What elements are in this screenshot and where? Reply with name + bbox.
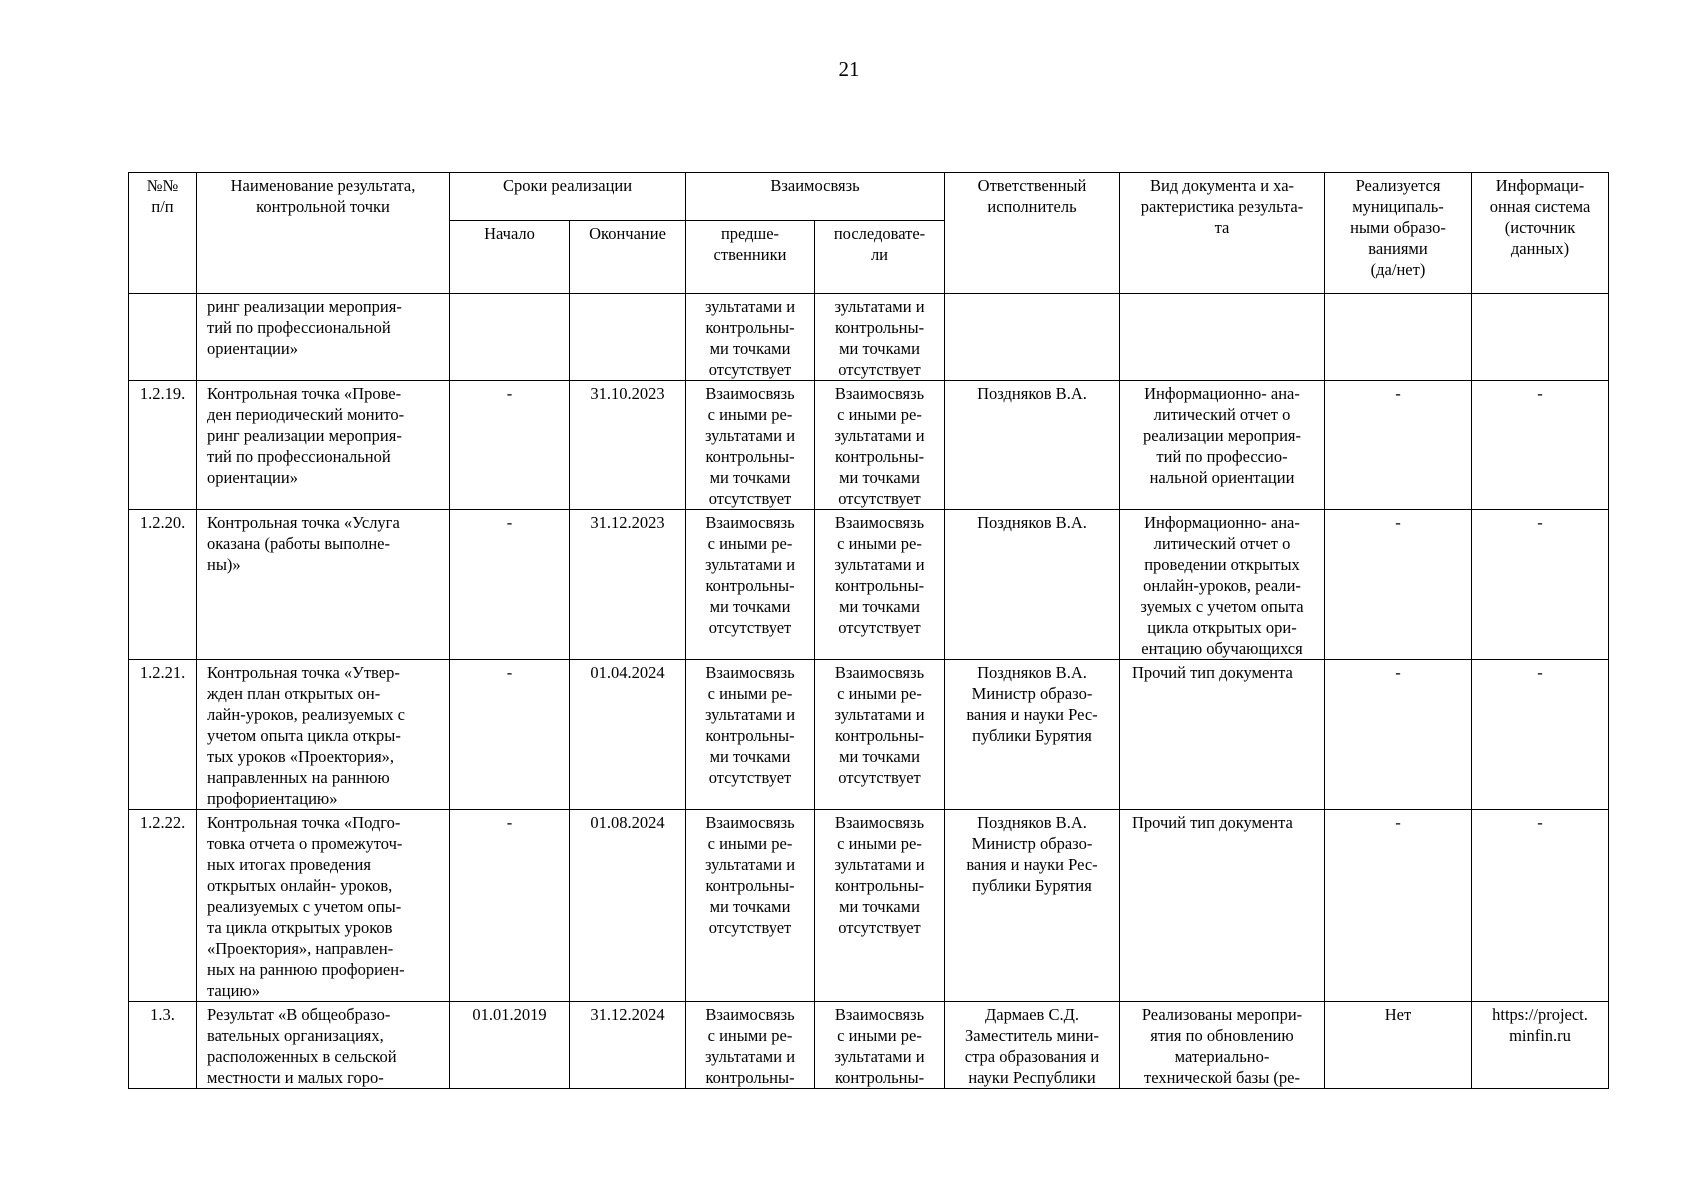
row-executor: Дармаев С.Д. Заместитель мини- стра образования и науки Республики (945, 1002, 1120, 1089)
row-successors: Взаимосвязь с иными ре- зультатами и контрольны- ми точками отсутствует (815, 810, 945, 1002)
row-end (570, 294, 686, 381)
row-name: Результат «В общеобразо- вательных организациях, расположенных в сельской местности и малых горо- (197, 1002, 450, 1089)
row-name: Контрольная точка «Услуга оказана (работы выполне- ны)» (197, 510, 450, 660)
row-start: - (450, 510, 570, 660)
row-end: 31.12.2024 (570, 1002, 686, 1089)
header-municipal: Реализуется муниципаль- ными образо- ваниями (да/нет) (1325, 173, 1472, 294)
row-end: 31.12.2023 (570, 510, 686, 660)
row-executor (945, 294, 1120, 381)
row-num: 1.2.22. (129, 810, 197, 1002)
row-executor: Поздняков В.А. Министр образо- вания и науки Рес- публики Бурятия (945, 810, 1120, 1002)
row-successors: Взаимосвязь с иными ре- зультатами и контрольны- ми точками отсутствует (815, 510, 945, 660)
row-doc-type: Прочий тип документа (1120, 660, 1325, 810)
row-doc-type (1120, 294, 1325, 381)
row-info-system: - (1472, 810, 1609, 1002)
row-start (450, 294, 570, 381)
row-start: - (450, 381, 570, 510)
row-municipal: - (1325, 381, 1472, 510)
row-municipal: - (1325, 660, 1472, 810)
row-predecessors: Взаимосвязь с иными ре- зультатами и контрольны- ми точками отсутствует (686, 660, 815, 810)
row-successors: зультатами и контрольны- ми точками отсутствует (815, 294, 945, 381)
page-number: 21 (838, 57, 860, 81)
table-row (129, 810, 1609, 1002)
table-row (129, 510, 1609, 660)
row-num (129, 294, 197, 381)
row-num: 1.3. (129, 1002, 197, 1089)
row-doc-type: Информационно- ана- литический отчет о проведении открытых онлайн-уроков, реали- зуемых с учетом опыта цикла открытых ори- ентацию обучающихся (1120, 510, 1325, 660)
row-successors: Взаимосвязь с иными ре- зультатами и контрольны- ми точками отсутствует (815, 381, 945, 510)
row-num: 1.2.19. (129, 381, 197, 510)
header-relation: Взаимосвязь (686, 173, 945, 221)
table-row (129, 1002, 1609, 1089)
header-successors: последовате- ли (815, 221, 945, 294)
header-info-system: Информаци- онная система (источник данных) (1472, 173, 1609, 294)
row-start: 01.01.2019 (450, 1002, 570, 1089)
plan-table (128, 172, 1609, 1089)
table-row (129, 660, 1609, 810)
header-executor: Ответственный исполнитель (945, 173, 1120, 294)
row-name: Контрольная точка «Утвер- жден план открытых он- лайн-уроков, реализуемых с учетом опыта цикла откры- тых уроков «Проектория», направленных на раннюю профориентацию» (197, 660, 450, 810)
row-executor: Поздняков В.А. (945, 510, 1120, 660)
header-timing: Сроки реализации (450, 173, 686, 221)
table-header (129, 173, 1609, 294)
row-municipal: - (1325, 810, 1472, 1002)
row-predecessors: зультатами и контрольны- ми точками отсутствует (686, 294, 815, 381)
row-name: ринг реализации мероприя- тий по профессиональной ориентации» (197, 294, 450, 381)
row-successors: Взаимосвязь с иными ре- зультатами и контрольны- (815, 1002, 945, 1089)
row-start: - (450, 660, 570, 810)
row-municipal: Нет (1325, 1002, 1472, 1089)
row-municipal: - (1325, 510, 1472, 660)
row-name: Контрольная точка «Прове- ден периодический монито- ринг реализации мероприя- тий по профессиональной ориентации» (197, 381, 450, 510)
row-info-system: https://project. minfin.ru (1472, 1002, 1609, 1089)
row-start: - (450, 810, 570, 1002)
header-start: Начало (450, 221, 570, 294)
row-doc-type: Прочий тип документа (1120, 810, 1325, 1002)
row-end: 01.08.2024 (570, 810, 686, 1002)
row-num: 1.2.20. (129, 510, 197, 660)
row-info-system: - (1472, 381, 1609, 510)
header-predecessors: предше- ственники (686, 221, 815, 294)
header-doc-type: Вид документа и ха- рактеристика результа- та (1120, 173, 1325, 294)
row-predecessors: Взаимосвязь с иными ре- зультатами и контрольны- ми точками отсутствует (686, 810, 815, 1002)
row-predecessors: Взаимосвязь с иными ре- зультатами и контрольны- ми точками отсутствует (686, 510, 815, 660)
row-name: Контрольная точка «Подго- товка отчета о промежуточ- ных итогах проведения открытых онлайн- уроков, реализуемых с учетом опы- та цикла открытых уроков «Проектория», направлен- ных на раннюю профориен- тацию» (197, 810, 450, 1002)
row-info-system: - (1472, 660, 1609, 810)
table-row (129, 294, 1609, 381)
header-end: Окончание (570, 221, 686, 294)
header-num: №№ п/п (129, 173, 197, 294)
row-predecessors: Взаимосвязь с иными ре- зультатами и контрольны- ми точками отсутствует (686, 381, 815, 510)
row-end: 01.04.2024 (570, 660, 686, 810)
row-doc-type: Информационно- ана- литический отчет о реализации мероприя- тий по профессио- нальной ориентации (1120, 381, 1325, 510)
table-body (129, 294, 1609, 1089)
row-end: 31.10.2023 (570, 381, 686, 510)
row-doc-type: Реализованы меропри- ятия по обновлению материально- технической базы (ре- (1120, 1002, 1325, 1089)
row-executor: Поздняков В.А. (945, 381, 1120, 510)
row-info-system (1472, 294, 1609, 381)
row-executor: Поздняков В.А. Министр образо- вания и науки Рес- публики Бурятия (945, 660, 1120, 810)
header-name: Наименование результата, контрольной точки (197, 173, 450, 294)
row-predecessors: Взаимосвязь с иными ре- зультатами и контрольны- (686, 1002, 815, 1089)
table-row (129, 381, 1609, 510)
row-num: 1.2.21. (129, 660, 197, 810)
row-successors: Взаимосвязь с иными ре- зультатами и контрольны- ми точками отсутствует (815, 660, 945, 810)
row-municipal (1325, 294, 1472, 381)
row-info-system: - (1472, 510, 1609, 660)
